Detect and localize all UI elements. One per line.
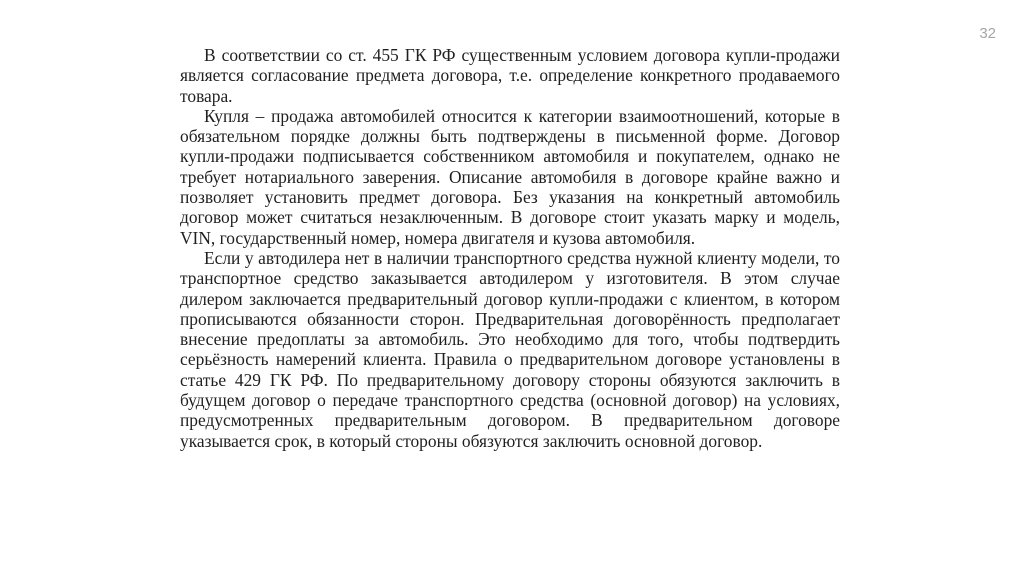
slide-text-body: [180, 45, 840, 451]
paragraph-2: Купля – продажа автомобилей относится к категории взаимоотношений, которые в обязательном порядке должны быть подтверждены в письменной форме. Договор купли-продажи подписывается собственником автомобиля и покупателем, однако не требует нотариального заверения. Описание автомобиля в договоре крайне важно и позволяет установить предмет договора. Без указания на конкретный автомобиль договор может считаться незаключенным. В договоре стоит указать марку и модель, VIN, государственный номер, номера двигателя и кузова автомобиля.: [180, 105, 840, 248]
slide-number: 32: [979, 25, 996, 42]
paragraph-3: Если у автодилера нет в наличии транспортного средства нужной клиенту модели, то транспортное средство заказывается автодилером у изготовителя. В этом случае дилером заключается предварительный договор купли-продажи с клиентом, в котором прописываются обязанности сторон. Предварительная договорённость предполагает внесение предоплаты за автомобиль. Это необходимо для того, чтобы подтвердить серьёзность намерений клиента. Правила о предварительном договоре установлены в статье 429 ГК РФ. По предварительному договору стороны обязуются заключить в будущем договор о передаче транспортного средства (основной договор) на условиях, предусмотренных предварительным договором. В предварительном договоре указывается срок, в который стороны обязуются заключить основной договор.: [180, 247, 840, 451]
paragraph-1: В соответствии со ст. 455 ГК РФ существенным условием договора купли-продажи является согласование предмета договора, т.е. определение конкретного продаваемого товара.: [180, 45, 840, 106]
